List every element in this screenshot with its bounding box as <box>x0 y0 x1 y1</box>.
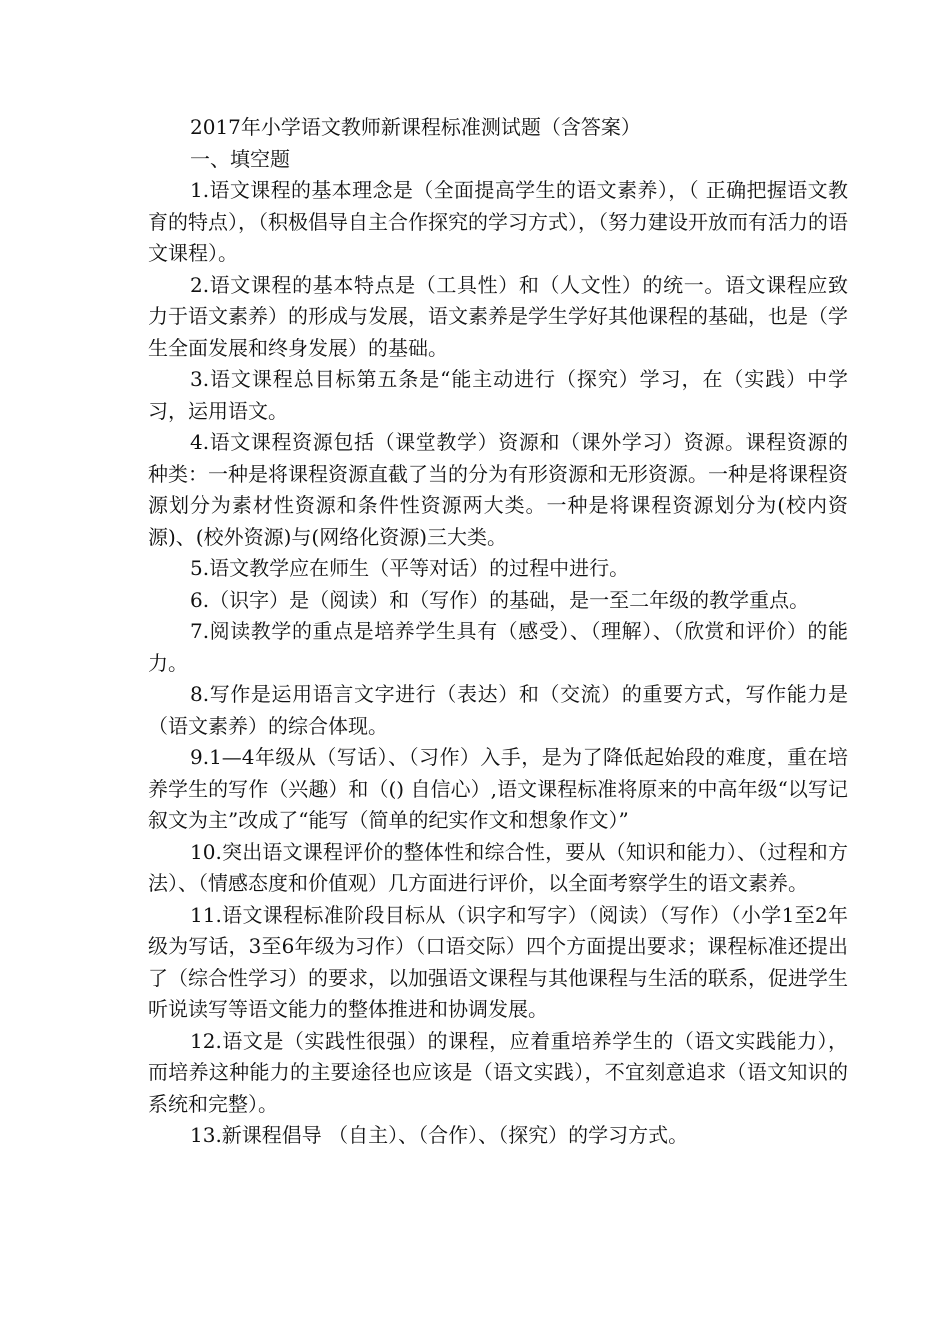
question-12: 12.语文是（实践性很强）的课程，应着重培养学生的（语文实践能力），而培养这种能力的主要途径也应该是（语文实践），不宜刻意追求（语文知识的系统和完整）。 <box>148 1028 848 1116</box>
question-4: 4.语文课程资源包括（课堂教学）资源和（课外学习）资源。课程资源的种类：一种是将课程资源直截了当的分为有形资源和无形资源。一种是将课程资源划分为素材性资源和条件性资源两大类。一种是将课程资源划分为(校内资源)、(校外资源)与(网络化资源)三大类。 <box>148 430 848 549</box>
question-11: 11.语文课程标准阶段目标从（识字和写字）（阅读）（写作）（小学1至2年级为写话，3至6年级为习作）（口语交际）四个方面提出要求；课程标准还提出了（综合性学习）的要求，以加强语文课程与其他课程与生活的联系，促进学生听说读写等语文能力的整体推进和协调发展。 <box>148 902 848 1021</box>
question-3: 3.语文课程总目标第五条是“能主动进行（探究）学习，在（实践）中学习，运用语文。 <box>148 367 848 423</box>
question-13: 13.新课程倡导 （自主）、（合作）、（探究）的学习方式。 <box>190 1123 689 1147</box>
section-heading: 一、填空题 <box>190 146 290 171</box>
question-2: 2.语文课程的基本特点是（工具性）和（人文性）的统一。语文课程应致力于语文素养）的形成与发展，语文素养是学生学好其他课程的基础，也是（学生全面发展和终身发展）的基础。 <box>148 272 848 360</box>
document-title: 2017年小学语文教师新课程标准测试题（含答案） <box>190 115 641 139</box>
question-9: 9.1—4年级从（写话）、（习作）入手，是为了降低起始段的难度，重在培养学生的写作（兴趣）和（() 自信心）,语文课程标准将原来的中高年级“以写记叙文为主”改成了“能写（简单的纪实作文和想象作文）” <box>148 745 848 832</box>
question-5: 5.语文教学应在师生（平等对话）的过程中进行。 <box>190 556 630 580</box>
question-6: 6.（识字）是（阅读）和（写作）的基础，是一至二年级的教学重点。 <box>190 587 810 612</box>
question-1: 1.语文课程的基本理念是（全面提高学生的语文素养），（ 正确把握语文教育的特点），（积极倡导自主合作探究的学习方式），（努力建设开放而有活力的语文课程）。 <box>148 178 848 265</box>
question-8: 8.写作是运用语言文字进行（表达）和（交流）的重要方式，写作能力是（语文素养）的综合体现。 <box>148 682 848 738</box>
question-7: 7.阅读教学的重点是培养学生具有（感受）、（理解）、（欣赏和评价）的能力。 <box>148 619 848 675</box>
question-10: 10.突出语文课程评价的整体性和综合性，要从（知识和能力）、（过程和方法）、（情感态度和价值观）几方面进行评价，以全面考察学生的语文素养。 <box>148 839 848 895</box>
document-page <box>148 112 848 1152</box>
